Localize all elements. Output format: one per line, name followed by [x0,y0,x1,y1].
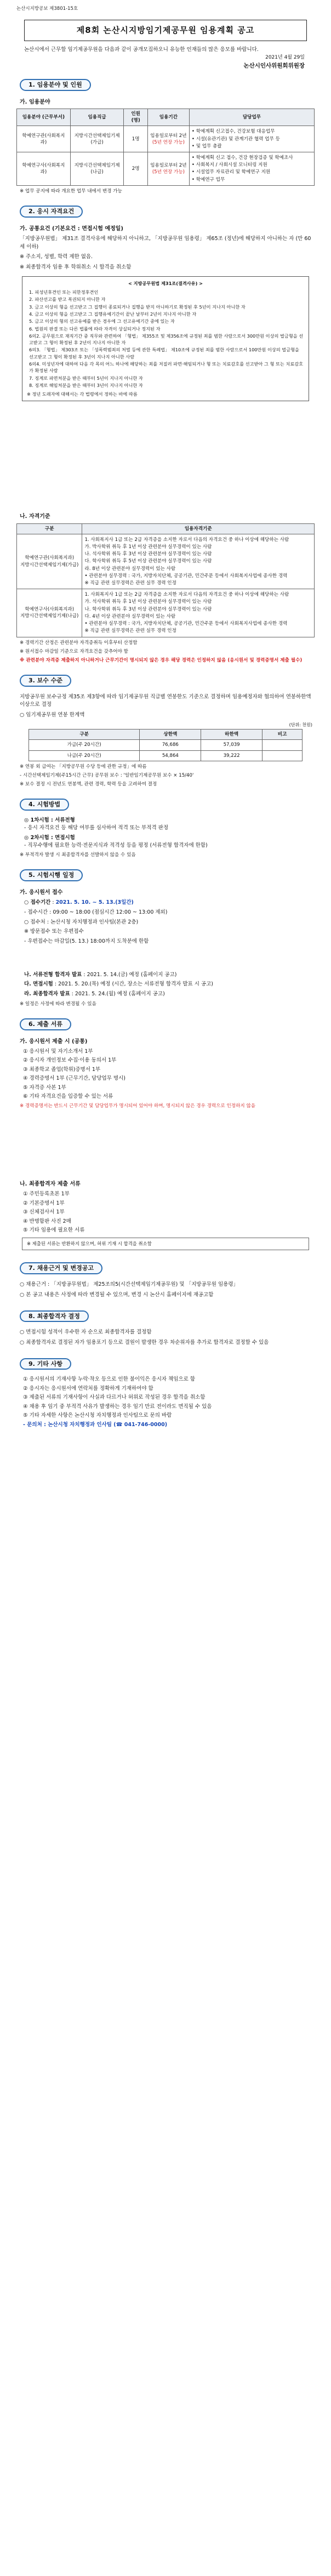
exam-step-desc: - 직무수행에 필요한 능력·전문지식과 적격성 등을 평정 (서류전형 합격자에 한함) [24,842,208,848]
salary-max: 54,864 [140,750,201,761]
qualification-detail [82,589,315,637]
period-note: (5년 연장 가능) [152,139,185,145]
table-header-row [28,730,302,740]
position-count: 1명 [124,126,147,152]
duty-item: • 학예연구 업무 [191,176,225,183]
common-requirement: 「지방공무원법」 제31조 결격사유에 해당하지 아니하고, 「지방공무원 임용령」 제65조 (정년)에 해당하지 아니하는 자 (만 60세 이하) [20,235,311,250]
spacer [16,1112,315,1177]
section-2-subheading: 가. 공통요건 (기본요건 : 면접시험 예정일) [20,225,123,232]
qualification-line: • 관련분야 실무경력 : 국가, 지방자치단체, 공공기관, 민간주문 등에서 사회복지사업에 종사한 경력 [84,621,288,627]
schedule-label: 다. 면접시험 [24,981,53,988]
application-hours: - 접수시간 : 09:00 ~ 18:00 (점심시간 12:00 ~ 13:00 제외) [24,909,168,915]
qualification-line: 나. 석사학위 취득 후 3년 이상 관련분야 실무경력이 있는 사람 [84,551,212,557]
table-header-cell: 구분 [17,523,82,534]
qualification-line: 라. 8년 이상 관련분야 실무경력이 있는 사람 [84,566,176,572]
duty-item: • 학예계획 신고 접수, 건강 현장검증 및 학예조사 [191,155,293,161]
qualification-label: 학예연구사(사회복지과) 지방시간선택제임기제(나급) [17,589,82,637]
qualification-label: 학예연구관(사회복지과) 지방시간선택제임기제(가급) [17,534,82,589]
salary-grade: 가급(주 20시간) [28,740,140,750]
table-header-cell: 구분 [28,730,140,740]
disqualification-item: 6의2. 공무원으로 재직기간 중 직무와 관련하여 「형법」 제355조 및 제356조에 규정된 죄를 범한 사람으로서 300만원 이상의 벌금형을 선고받고 그 형이 확정된 후 2년이 지나지 아니한 자 [29,333,304,346]
intro-text: 논산시에서 근무할 임기제공무원을 다음과 같이 공개모집하오니 유능한 인재들의 많은 응모를 바랍니다. [24,47,259,53]
table-row [17,589,315,637]
duty-item: • 사회복지 / 사회시설 모니터링 지원 [191,162,267,168]
issuer: 논산시인사위원회위원장 [243,62,305,70]
duty-item: • 시설업무 자료관리 및 학예연구 지원 [191,169,271,175]
table-header-cell: 임용기간 [147,109,189,126]
table-header-cell: 임용직급 [70,109,124,126]
schedule-item: 다. 면접시험 : 2021. 5. 20.(목) 예정 (시간, 장소는 서류전형 합격자 발표 시 공고) [24,981,214,988]
final-documents-subheading: 나. 최종합격자 제출 서류 [20,1181,81,1187]
duty-item: • 시설(유관기관) 및 관계기관 협력 업무 등 [191,136,280,142]
contact-info: - 문의처 : 논산시청 자치행정과 인사팀 (☎ 041-746-0000) [23,1421,168,1428]
qualification-detail [82,534,315,589]
position-period [147,126,189,152]
salary-table [28,729,303,761]
position-duties [189,152,314,186]
exam-step-title: ◎ 2차시험 : 면접시험 [24,834,75,841]
application-period-value: 2021. 5. 10. ~ 5. 13.(3일간) [55,899,134,906]
qualification-subheading: 나. 자격기준 [20,514,50,520]
table-row [17,534,315,589]
salary-grade: 나급(주 20시간) [28,750,140,761]
qualification-note: ※ 원서접수 마감일 기준으로 자격요건을 갖추어야 함 [20,648,128,654]
schedule-value: 2021. 5. 20.(목) 예정 (시간, 장소는 서류전형 합격자 발표 시 공고) [58,981,214,988]
disqualification-item: 2. 파산선고를 받고 복권되지 아니한 자 [29,297,106,303]
positions-table [16,109,315,186]
section-1-subheading: 가. 임용분야 [20,99,50,105]
exam-step [24,834,311,850]
gazette-number: 논산시지방공보 제3801-15호 [16,6,78,12]
application-period: ○ 접수기간 : 2021. 5. 10. ~ 5. 13.(3일간) [24,899,134,906]
salary-note: ※ 연봉 외 급여는 「지방공무원 수당 등에 관한 규정」에 따름 [20,763,147,770]
qualification-line: 가. 박사학위 취득 후 1년 이상 관련분야 실무경력이 있는 사람 [84,544,212,550]
salary-unit: (단위: 천원) [289,722,312,727]
disqualification-item: 6의3. 「형법」 제303조 또는 「성폭력범죄의 처벌 등에 관한 특례법」 제10조에 규정된 죄를 범한 사람으로서 100만원 이상의 벌금형을 선고받고 그 형이 확정된 후 3년이 지나지 아니한 사람 [29,347,299,360]
disqualification-item: 1. 피성년후견인 또는 피한정후견인 [29,289,99,295]
common-note: ※ 최종합격자 임용 후 학위취소 시 합격을 취소함 [20,264,132,270]
duty-item: • 학예계획 신고접수, 건강보험 대응업무 [191,129,275,135]
schedule-label: 라. 최종합격자 발표 [24,991,70,998]
section-1-note: ※ 업무 공지에 따라 개요한 업무 내에서 변경 가능 [20,188,122,194]
legal-basis: ○ 채용근거 : 「지방공무원법」 제25조의5(시간선택제임기제공무원) 및 「지방공무원 임용령」 [20,1281,239,1288]
disqualification-item: 5. 금고 이상의 형의 선고유예를 받은 경우에 그 선고유예기간 중에 있는 자 [29,318,175,324]
section-6-heading: 6. 제출 서류 [20,1018,71,1030]
table-row [28,750,302,761]
disqualification-item: 6. 법원의 판결 또는 다른 법률에 따라 자격이 상실되거나 정지된 자 [29,326,161,332]
section-5-heading: 5. 시험시행 일정 [20,869,83,881]
misc-item: ⑤ 기타 자세한 사항은 논산시청 자치행정과 인사팀으로 문의 바람 [23,1412,172,1419]
section-9-heading: 9. 기타 사항 [20,1358,71,1370]
qualification-line: 다. 4년 이상 관련분야 실무경력이 있는 사람 [84,613,176,619]
section-7-heading: 7. 채용근거 및 변경공고 [20,1262,102,1274]
application-place: ○ 접수처 : 논산시청 자치행정과 인사팀(본관 2층) [24,919,139,925]
document-item: ⑥ 기타 자격요건을 입증할 수 있는 서류 [23,1093,113,1100]
documents-subheading: 가. 응시원서 제출 시 (공통) [20,1038,88,1045]
section-4-heading: 4. 시험방법 [20,799,69,811]
schedule-item: 나. 서류전형 합격자 발표 : 2021. 5. 14.(금) 예정 (홈페이지 공고) [24,971,177,978]
disqualification-item: 3. 금고 이상의 형을 선고받고 그 집행이 종료되거나 집행을 받지 아니하기로 확정된 후 5년이 지나지 아니한 자 [29,304,246,310]
documents-warning: ※ 경력증명서는 반드시 근무기간 및 담당업무가 명시되어 있어야 하며, 명시되지 않은 경우 경력으로 인정하지 않음 [20,1103,256,1109]
table-header-cell: 하한액 [201,730,262,740]
application-post: - 우편접수는 마감일(5. 13.) 18:00까지 도착분에 한함 [24,938,149,944]
salary-subtitle: ○ 임기제공무원 연봉 한계액 [20,712,85,719]
final-document-item: ③ 신체검사서 1부 [23,1209,65,1216]
position-dept: 학예연구관(사회복지과) [17,126,71,152]
schedule-label: 나. 서류전형 합격자 발표 [24,971,82,978]
salary-note: ※ 보수 결정 시 전년도 연봉액, 관련 경력, 학력 등을 고려하여 결정 [20,782,157,788]
table-header-cell: 담당업무 [189,109,314,126]
announcement-date: 2021년 4월 29일 [265,54,305,60]
misc-item: ① 응시원서의 기재사항 누락·착오 등으로 인한 불이익은 응시자 책임으로 함 [23,1376,196,1383]
table-row [28,740,302,750]
final-document-item: ⑤ 기타 임용에 필요한 서류 [23,1227,85,1234]
disqualification-item: 7. 징계로 파면처분을 받은 때부터 5년이 지나지 아니한 자 [29,375,143,381]
document-item: ② 응시자 개인정보 수집·이용 동의서 1부 [23,1057,117,1064]
final-document-item: ① 주민등록초본 1부 [23,1191,70,1198]
exam-step-title: ◎ 1차시험 : 서류전형 [24,817,75,824]
salary-remark [262,740,302,750]
period-note: (5년 연장 가능) [152,169,185,175]
table-header-row [17,109,315,126]
document-item: ① 응시원서 및 자기소개서 1부 [23,1048,93,1055]
signature-block [16,54,315,71]
misc-item: ② 응시자는 응시원서에 연락처를 정확하게 기재하여야 함 [23,1385,153,1392]
qualification-line: 가. 석사학위 취득 후 1년 이상 관련분야 실무경력이 있는 사람 [84,599,212,605]
schedule-note: ※ 일정은 사정에 따라 변경될 수 있음 [20,1001,96,1007]
qualification-line: 다. 학사학위 취득 후 5년 이상 관련분야 실무경력이 있는 사람 [84,558,212,565]
salary-min: 39,222 [201,750,262,761]
disqualification-box [22,276,309,402]
table-row [17,126,315,152]
spacer [16,406,315,510]
disqualification-title: < 지방공무원법 제31조(결격사유) > [128,280,203,286]
qualification-line: 1. 사회복지사 1급 또는 2급 자격증을 소지한 자로서 다음의 자격요건 중 하나 이상에 해당하는 사람 [84,592,289,598]
disqualification-foot: ※ 정년 도래자에 대해서는 각 법령에서 정하는 바에 따름 [27,391,138,397]
qualification-warning: ※ 관련분야 자격증 제출하지 아니하거나 근무기간이 명시되지 않은 경우 해당 경력은 인정하지 않음 (응시원서 및 경력증명서 제출 필수) [20,657,303,663]
salary-note: - 시간선택제임기제(주15시간 근무) 공무원 보수 : '일반임기제공무원 보수 × 15/40' [20,773,194,779]
duty-item: • 및 업무 총괄 [191,143,222,149]
position-duties [189,126,314,152]
table-header-cell: 임용분야 (근무부서) [17,109,71,126]
schedule-value: 2021. 5. 14.(금) 예정 (홈페이지 공고) [87,971,177,978]
disqualification-item: 8. 징계로 해임처분을 받은 때부터 3년이 지나지 아니한 자 [29,382,143,388]
salary-remark [262,750,302,761]
position-period [147,152,189,186]
section-1-heading: 1. 임용분야 및 인원 [20,79,91,91]
spacer [16,948,315,970]
schedule-value: 2021. 5. 24.(월) 예정 (홈페이지 공고) [75,991,165,998]
exam-note: ※ 부적격자 발생 시 최종합격자를 선발하지 않을 수 있음 [20,852,136,858]
table-header-cell: 상한액 [140,730,201,740]
document-item: ⑤ 자격증 사본 1부 [23,1084,66,1091]
schedule-item: 라. 최종합격자 발표 : 2021. 5. 24.(월) 예정 (홈페이지 공고) [24,991,165,998]
section-3-heading: 3. 보수 수준 [20,675,71,687]
section-8-heading: 8. 최종합격자 결정 [20,1310,89,1323]
salary-max: 76,686 [140,740,201,750]
period-text: 임용일로부터 2년 [150,162,187,168]
position-count: 2명 [124,152,147,186]
documents-notice-box: ※ 제출된 서류는 반환하지 않으며, 허위 기재 시 합격을 취소함 [22,1238,309,1251]
table-header-cell: 비고 [262,730,302,740]
position-grade: 지방시간선택제임기제(나급) [70,152,124,186]
misc-item: ③ 제출된 서류의 기재사항이 사실과 다르거나 허위로 작성된 경우 합격을 취소함 [23,1394,206,1401]
page-title: 제8회 논산시지방임기제공무원 임용계획 공고 [24,20,307,41]
disqualification-item: 6의4. 미성년자에 대하여 다음 각 목의 어느 하나에 해당하는 죄를 저질러 파면·해임되거나 형 또는 치료감호를 선고받아 그 형 또는 치료감호가 확정된 사람 [29,361,304,374]
misc-item: ④ 채용 후 임기 중 부적격 사유가 발생하는 경우 임기 만료 전이라도 면직될 수 있음 [23,1403,212,1410]
final-decision: ○ 최종합격자로 결정된 자가 임용포기 등으로 결원이 발생한 경우 차순위자를 추가로 합격자로 결정할 수 있음 [20,1339,269,1346]
application-period-label: ○ 접수기간 [24,899,51,906]
qualification-note: ※ 경력기간 산정은 관련분야 자격증취득 이후부터 산정함 [20,640,138,646]
application-subheading: 가. 응시원서 접수 [20,889,63,896]
qualification-table [16,523,315,637]
period-text: 임용일로부터 2년 [150,133,187,139]
position-grade: 지방시간선택제임기제(가급) [70,126,124,152]
section-2-heading: 2. 응시 자격요건 [20,206,83,218]
qualification-line: 1. 사회복지사 1급 또는 2급 자격증을 소지한 자로서 다음의 자격요건 중 하나 이상에 해당하는 사람 [84,537,289,543]
exam-step [24,817,311,833]
table-header-cell: 임용자격기준 [82,523,315,534]
table-header-row [17,523,315,534]
change-notice: ○ 본 공고 내용은 사정에 따라 변경될 수 있으며, 변경 시 논산시 홈페이지에 재공고함 [20,1291,214,1298]
table-row [17,152,315,186]
document-item: ③ 최종학교 졸업(학위)증명서 1부 [23,1066,101,1073]
qualification-line: 나. 학사학위 취득 후 3년 이상 관련분야 실무경력이 있는 사람 [84,606,212,612]
salary-text: 지방공무원 보수규정 제35조 제3항에 따라 임기제공무원 직급별 연봉한도 기준으로 결정하며 임용예정자와 협의하여 연봉하한액 이상으로 결정 [20,693,311,708]
application-method: ※ 방문접수 또는 우편접수 [24,928,84,935]
position-dept: 학예연구사(사회복지과) [17,152,71,186]
exam-step-desc: - 응시 자격요건 등 해당 여부를 심사하여 적격 또는 부적격 판정 [24,825,169,831]
qualification-line: ※ 직급 관련 실무경력은 관련 실무 경력 인정 [84,580,176,586]
table-header-cell: 인원 (명) [124,109,147,126]
common-note: ※ 주소지, 성별, 학력 제한 없음. [20,254,93,260]
document-item: ④ 경력증명서 1부 (근무기간, 담당업무 명시) [23,1075,125,1082]
final-decision: ○ 면접시험 성적이 우수한 자 순으로 최종합격자를 결정함 [20,1329,152,1336]
final-document-item: ④ 반명함판 사진 2매 [23,1218,71,1224]
final-document-item: ② 기본증명서 1부 [23,1200,65,1206]
qualification-line: • 관련분야 실무경력 : 국가, 지방자치단체, 공공기관, 민간주문 등에서 사회복지사업에 종사한 경력 [84,573,288,579]
disqualification-item: 4. 금고 이상의 형을 선고받고 그 집행유예기간이 끝난 날부터 2년이 지나지 아니한 자 [29,311,197,317]
qualification-line: ※ 직급 관련 실무경력은 관련 실무 경력 인정 [84,628,176,634]
salary-min: 57,039 [201,740,262,750]
